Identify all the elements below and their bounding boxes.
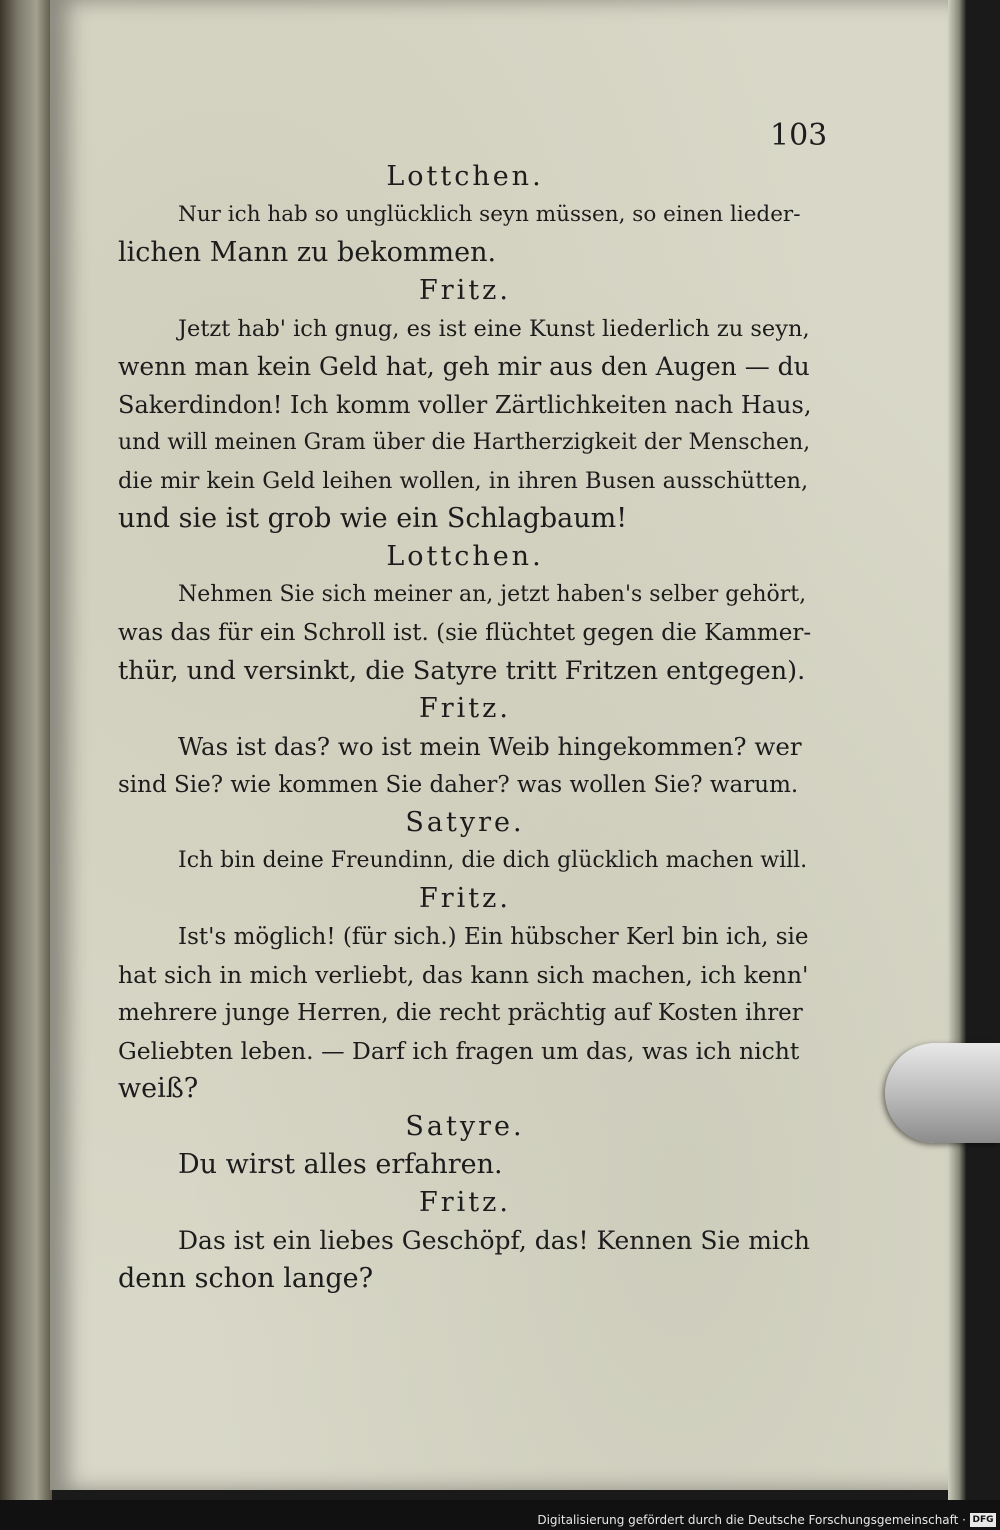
right-page-edge — [948, 0, 966, 1500]
text-line: und will meinen Gram über die Hartherzigkeit der Menschen, — [118, 430, 811, 455]
page-clip-tab — [885, 1043, 1000, 1143]
text-line: lichen Mann zu bekommen. — [118, 237, 497, 268]
dialogue-paragraph — [118, 1222, 812, 1298]
speaker-heading: Satyre. — [405, 1111, 525, 1142]
text-line: Das ist ein liebes Geschöpf, das! Kennen Sie mich — [178, 1226, 810, 1255]
dfg-logo: DFG — [970, 1513, 996, 1527]
text-line: Nur ich hab so unglücklich seyn müssen, so einen lieder- — [178, 202, 801, 227]
dialogue-paragraph — [118, 1146, 812, 1184]
text-line: wenn man kein Geld hat, geh mir aus den Augen — du — [118, 352, 810, 381]
text-line: sind Sie? wie kommen Sie daher? was wollen Sie? warum. — [118, 772, 799, 798]
text-line: Ich bin deine Freundinn, die dich glücklich machen will. — [178, 848, 808, 873]
text-line: die mir kein Geld leihen wollen, in ihren Busen ausschütten, — [118, 468, 809, 494]
speaker-heading: Satyre. — [405, 807, 525, 838]
text-line: Ist's möglich! (für sich.) Ein hübscher Kerl bin ich, sie — [178, 924, 809, 950]
text-line: Du wirst alles erfahren. — [178, 1149, 503, 1180]
text-line: was das für ein Schroll ist. (sie flüchtet gegen die Kammer- — [118, 620, 812, 646]
text-line: Nehmen Sie sich meiner an, jetzt haben's selber gehört, — [178, 582, 807, 607]
page-number: 103 — [770, 118, 828, 153]
text-line: Sakerdindon! Ich komm voller Zärtlichkeiten nach Haus, — [118, 391, 812, 419]
left-page-edge — [0, 0, 52, 1500]
speaker-heading: Lottchen. — [386, 541, 544, 572]
speaker-heading: Fritz. — [419, 883, 511, 914]
dialogue-paragraph — [118, 728, 812, 804]
dialogue-paragraph — [118, 918, 812, 1108]
dialogue-paragraph — [118, 576, 812, 690]
text-line: Geliebten leben. — Darf ich fragen um das, was ich nicht — [118, 1037, 800, 1065]
page-text — [118, 158, 812, 1298]
text-line: und sie ist grob wie ein Schlagbaum! — [118, 503, 628, 534]
text-line: Jetzt hab' ich gnug, es ist eine Kunst liederlich zu seyn, — [178, 316, 810, 342]
text-line: weiß? — [118, 1073, 199, 1104]
dialogue-paragraph — [118, 842, 812, 880]
speaker-heading: Lottchen. — [386, 161, 544, 192]
speaker-heading: Fritz. — [419, 693, 511, 724]
text-line: thür, und versinkt, die Satyre tritt Fritzen entgegen). — [118, 656, 806, 686]
text-line: denn schon lange? — [118, 1263, 374, 1294]
footer-bar — [0, 1510, 1000, 1530]
dialogue-paragraph — [118, 310, 812, 538]
dialogue-paragraph — [118, 196, 812, 272]
speaker-heading: Fritz. — [419, 1187, 511, 1218]
text-line: Was ist das? wo ist mein Weib hingekommen? wer — [178, 732, 802, 761]
text-line: hat sich in mich verliebt, das kann sich machen, ich kenn' — [118, 961, 809, 989]
speaker-heading: Fritz. — [419, 275, 511, 306]
text-line: mehrere junge Herren, die recht prächtig auf Kosten ihrer — [118, 1000, 803, 1026]
footer-credit: Digitalisierung gefördert durch die Deutsche Forschungsgemeinschaft · — [537, 1513, 966, 1527]
